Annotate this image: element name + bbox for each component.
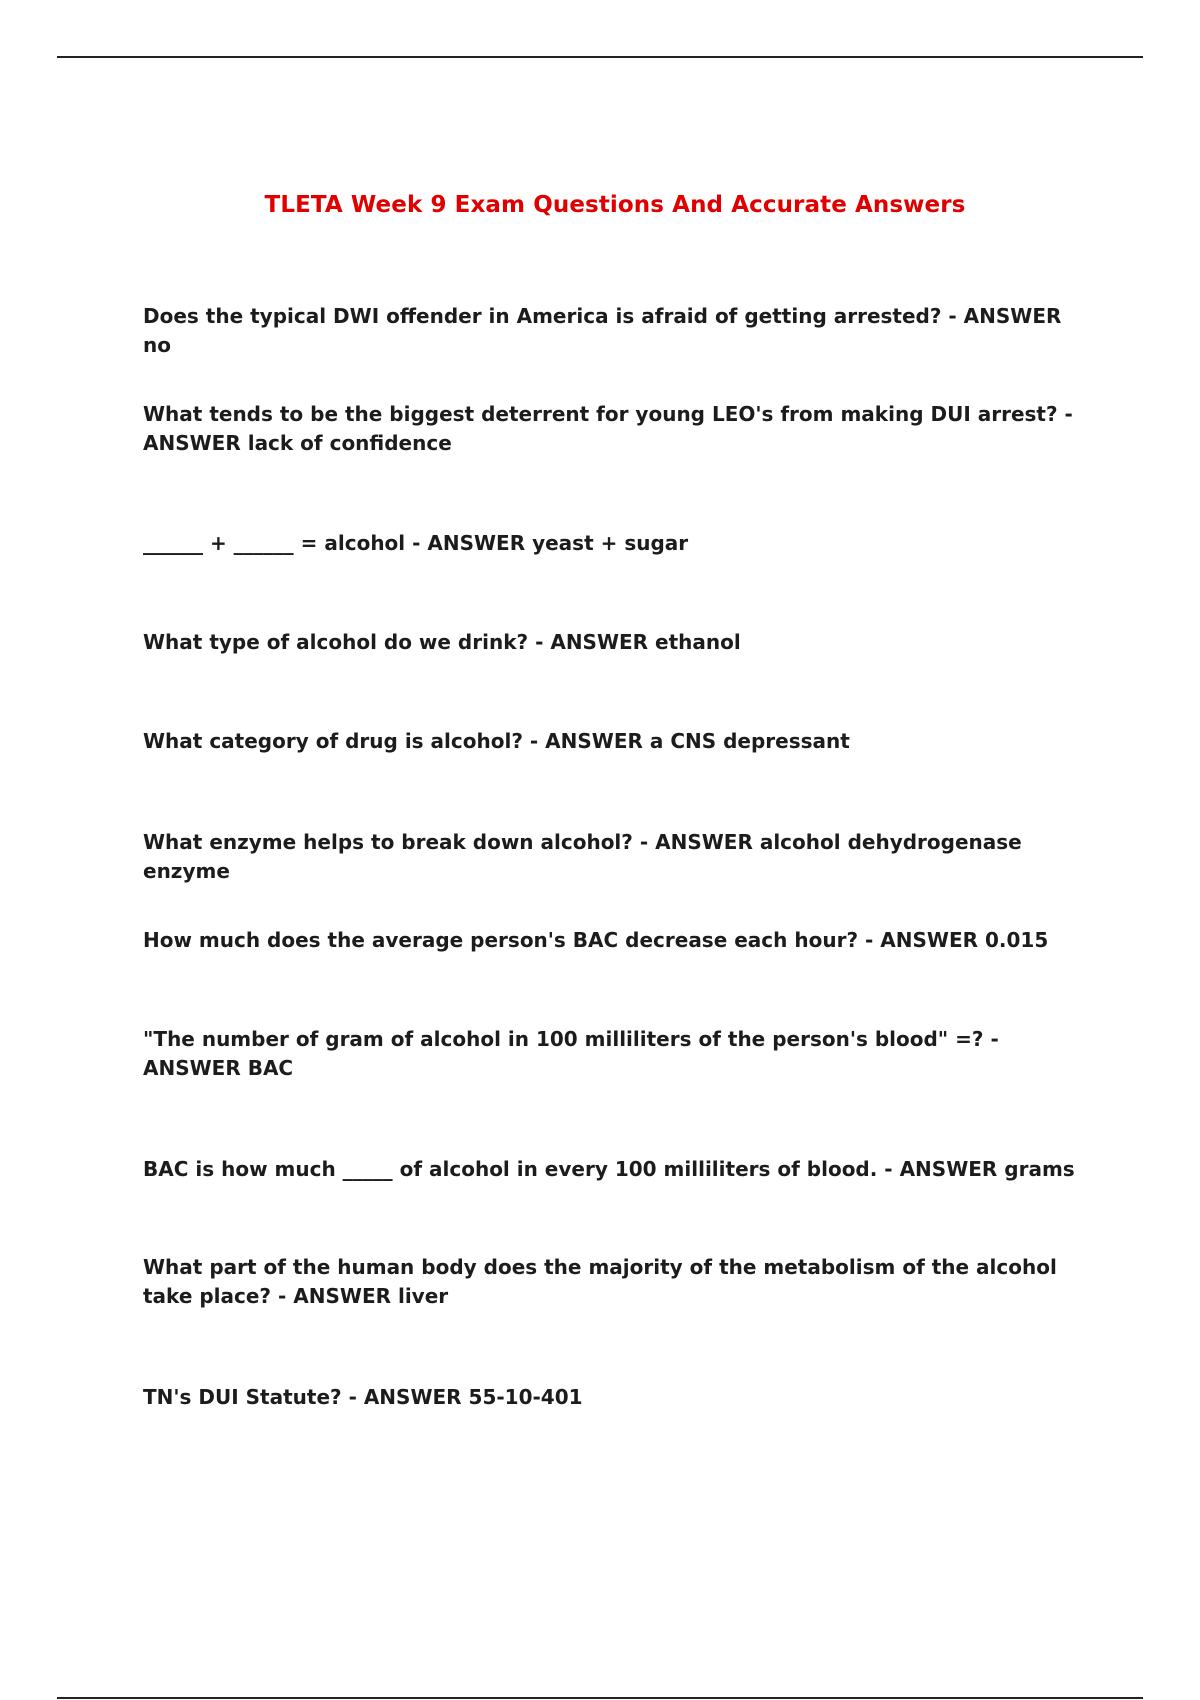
qa-item-1: Does the typical DWI offender in America is afraid of getting arrested? - ANSWER no [143, 304, 1062, 357]
qa-item-2: What tends to be the biggest deterrent for young LEO's from making DUI arrest? - ANSWER lack of confidence [143, 402, 1073, 455]
qa-item-4: What type of alcohol do we drink? - ANSWER ethanol [143, 630, 741, 654]
qa-item-8: "The number of gram of alcohol in 100 milliliters of the person's blood" =? - ANSWER BAC [143, 1027, 999, 1080]
qa-item-6: What enzyme helps to break down alcohol? - ANSWER alcohol dehydrogenase enzyme [143, 830, 1022, 883]
document-title: TLETA Week 9 Exam Questions And Accurate Answers [264, 192, 966, 218]
qa-item-9: BAC is how much _____ of alcohol in every 100 milliliters of blood. - ANSWER grams [143, 1157, 1075, 1181]
qa-item-7: How much does the average person's BAC decrease each hour? - ANSWER 0.015 [143, 928, 1049, 952]
qa-item-11: TN's DUI Statute? - ANSWER 55-10-401 [143, 1385, 583, 1409]
page-top-rule [57, 56, 1143, 58]
qa-item-5: What category of drug is alcohol? - ANSWER a CNS depressant [143, 729, 850, 753]
qa-item-3: ______ + ______ = alcohol - ANSWER yeast + sugar [143, 531, 689, 555]
qa-item-10: What part of the human body does the majority of the metabolism of the alcohol take place? - ANSWER liver [143, 1255, 1057, 1308]
page-bottom-rule [57, 1697, 1143, 1699]
